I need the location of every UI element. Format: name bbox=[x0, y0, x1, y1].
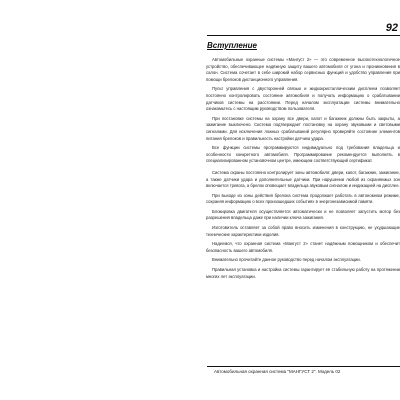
footer-rule bbox=[207, 366, 400, 367]
footer-text: Автомобильная охранная система "МАНГУСТ 2". Модель 02 bbox=[214, 369, 341, 374]
paragraph-4: Все функции системы программируются индивидуально под требования владельца и особенности конкретного автомобиля. Программирование рекомендуется выполнять в специализированном установочном центре, имеющем соответствующий сертификат. bbox=[206, 145, 400, 164]
paragraph-1: Автомобильные охранные системы «Мангуст 2» — это современное высокотехнологичное устройство, обеспечивающее надёжную защиту вашего автомобиля от угона и проникновения в салон. Система сочетает в себе широкий набор сервисных функций и удобство управления при помощи брелоков дистанционного управления. bbox=[206, 57, 400, 82]
paragraph-10: Внимательно прочитайте данное руководство перед началом эксплуатации. bbox=[212, 257, 361, 263]
header-rule bbox=[207, 35, 400, 36]
paragraph-8: Изготовитель оставляет за собой право вносить изменения в конструкцию, не ухудшающие технические характеристики изделия. bbox=[206, 225, 400, 237]
paragraph-6: При выходе из зоны действия брелока система продолжает работать в автономном режиме, сохраняя информацию о всех произошедших событиях в энергонезависимой памяти. bbox=[206, 192, 400, 205]
section-title: Вступление bbox=[207, 41, 257, 50]
paragraph-2: Пульт управления с двусторонней связью и жидкокристаллическим дисплеем позволяет постоянно контролировать состояние автомобиля и получать информацию о срабатывании датчиков системы на расстоянии. Перед началом эксплуатации системы внимательно ознакомьтесь с настоящим руководством пользователя. bbox=[206, 86, 400, 112]
paragraph-11: Правильная установка и настройка системы гарантирует её стабильную работу на протяжении многих лет эксплуатации. bbox=[206, 267, 400, 279]
page-number: 92 bbox=[385, 22, 398, 34]
paragraph-7: Блокировка двигателя осуществляется автоматически и не позволяет запустить мотор без разрешения владельца даже при наличии ключа зажигания. bbox=[206, 208, 400, 221]
paragraph-9: Надеемся, что охранная система «Мангуст 2» станет надёжным помощником и обеспечит безопасность вашего автомобиля. bbox=[206, 241, 400, 253]
paragraph-5: Система охраны постоянно контролирует зоны автомобиля: двери, капот, багажник, зажигание, а также датчики удара и дополнительные датчики. При нарушении любой из охраняемых зон включается тревога, а брелок оповещает владельца звуковым сигналом и индикацией на дисплее. bbox=[206, 169, 400, 189]
body-text bbox=[206, 57, 400, 347]
paragraph-3: При постановке системы на охрану все двери, капот и багажник должны быть закрыты, а зажигание выключено. Система подтверждает постановку на охрану звуковыми и световыми сигналами. Для исключения ложных срабатываний регулярно проверяйте состояние элементов питания брелоков и правильность настройки датчика удара. bbox=[206, 115, 400, 141]
